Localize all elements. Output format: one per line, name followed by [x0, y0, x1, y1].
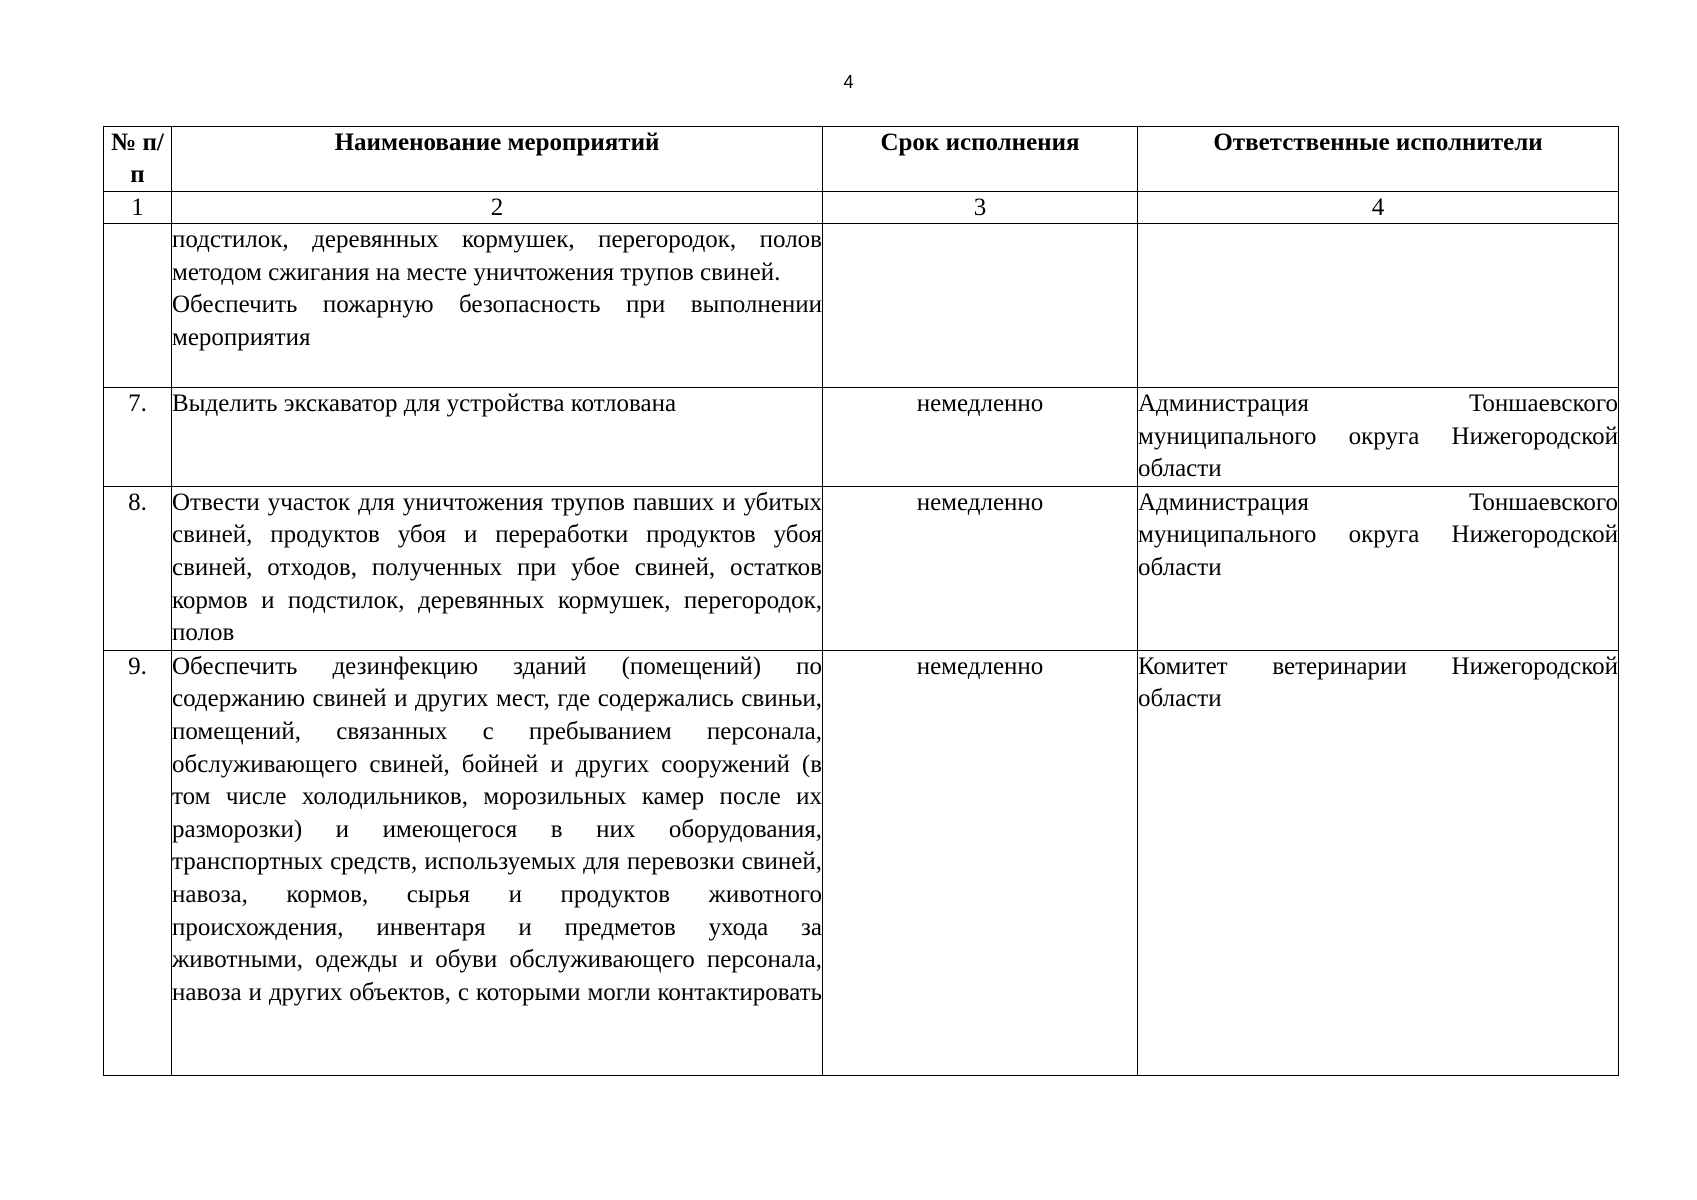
row-term: [823, 224, 1138, 388]
header-term: Срок исполнения: [823, 127, 1138, 192]
row-responsible: Администрация Тоншаевского муниципального округа Нижегородской области: [1138, 486, 1619, 650]
table-row: [104, 650, 1619, 1075]
table-row: [104, 486, 1619, 650]
header-name: Наименование мероприятий: [172, 127, 823, 192]
table-row: [104, 388, 1619, 487]
table-header-row: [104, 127, 1619, 192]
row-name-paragraph: подстилок, деревянных кормушек, перегородок, полов методом сжигания на месте уничтожения трупов свиней.: [172, 226, 822, 286]
column-number: 1: [104, 192, 172, 224]
row-term: немедленно: [823, 486, 1138, 650]
row-name-paragraph: Обеспечить пожарную безопасность при выполнении мероприятия: [172, 291, 822, 351]
column-number: 3: [823, 192, 1138, 224]
header-num: № п/п: [104, 127, 172, 192]
table-row: [104, 224, 1619, 388]
row-num: 7.: [104, 388, 172, 487]
header-responsible: Ответственные исполнители: [1138, 127, 1619, 192]
column-number: 4: [1138, 192, 1619, 224]
row-name: Выделить экскаватор для устройства котлована: [172, 388, 823, 487]
row-name: [172, 224, 823, 388]
row-num: 9.: [104, 650, 172, 1075]
row-term: немедленно: [823, 388, 1138, 487]
row-name: Обеспечить дезинфекцию зданий (помещений) по содержанию свиней и других мест, где содержались свиньи, помещений, связанных с пребыванием персонала, обслуживающего свиней, бойней и других сооружений (в том числе холодильников, морозильных камер после их разморозки) и имеющегося в них оборудования, транспортных средств, используемых для перевозки свиней, навоза, кормов, сырья и продуктов животного происхождения, инвентаря и предметов ухода за животными, одежды и обуви обслуживающего персонала, навоза и других объектов, с которыми могли контактировать: [172, 650, 823, 1075]
row-name: Отвести участок для уничтожения трупов павших и убитых свиней, продуктов убоя и переработки продуктов убоя свиней, отходов, полученных при убое свиней, остатков кормов и подстилок, деревянных кормушек, перегородок, полов: [172, 486, 823, 650]
column-number: 2: [172, 192, 823, 224]
row-num: [104, 224, 172, 388]
row-responsible: Администрация Тоншаевского муниципального округа Нижегородской области: [1138, 388, 1619, 487]
row-num: 8.: [104, 486, 172, 650]
row-term: немедленно: [823, 650, 1138, 1075]
measures-table: [103, 126, 1619, 1076]
column-number-row: [104, 192, 1619, 224]
page-number: 4: [843, 72, 854, 92]
row-responsible: [1138, 224, 1619, 388]
row-responsible: Комитет ветеринарии Нижегородской области: [1138, 650, 1619, 1075]
